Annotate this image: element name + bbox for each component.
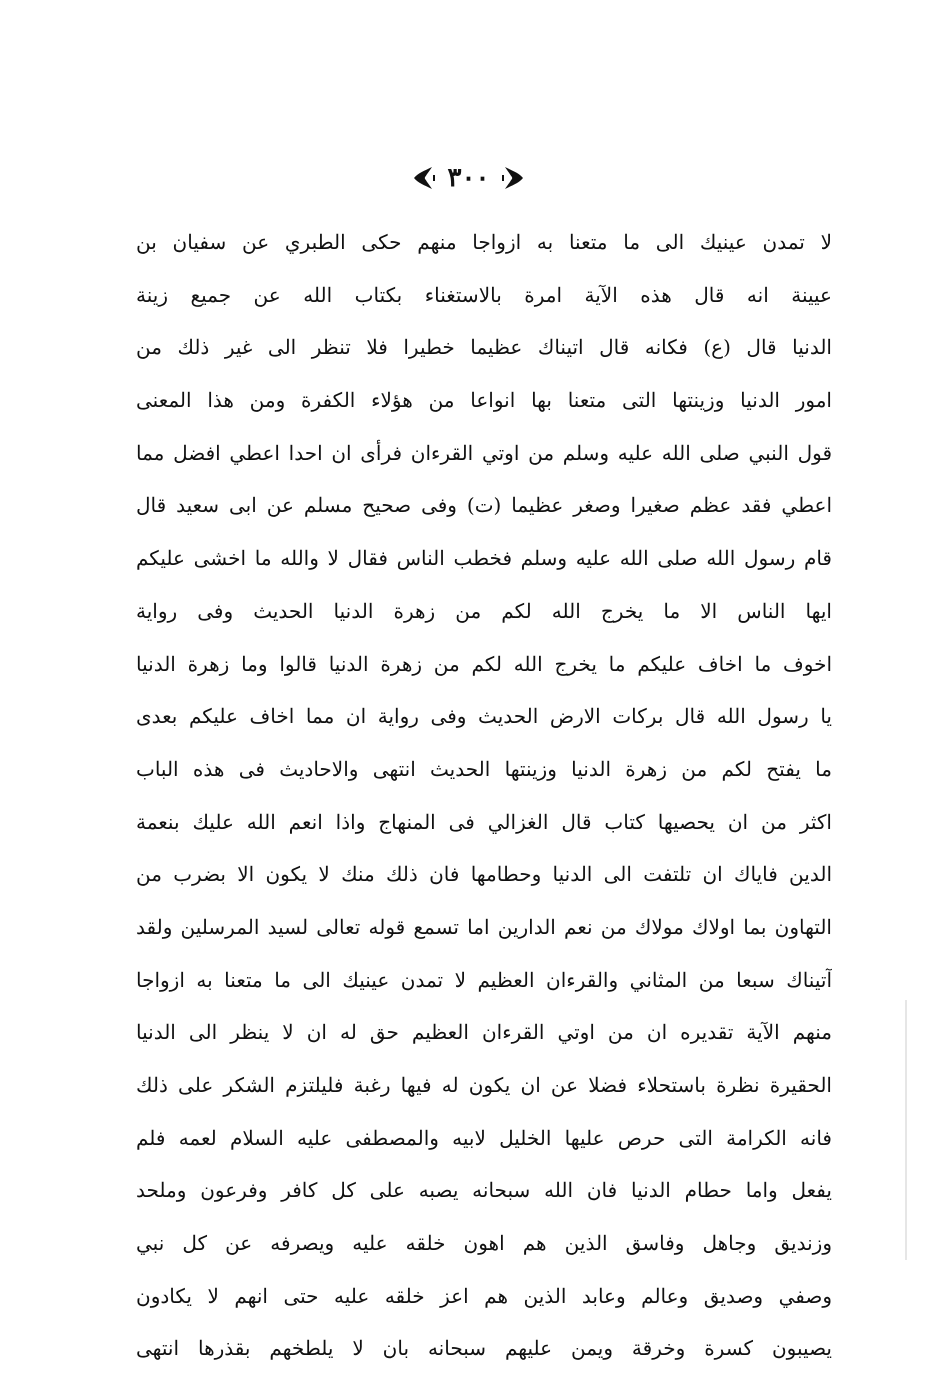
page-edge-shadow xyxy=(905,1000,907,1260)
text-line: التهاون بما اولاك مولاك من نعم الدارين اما تسمع قوله تعالى لسيد المرسلين ولقد xyxy=(136,914,832,939)
text-line: يفعل واما حطام الدنيا فان الله سبحانه يصبه على كل كافر وفرعون وملحد xyxy=(136,1178,832,1203)
text-line: اعطي فقد عظم صغيرا وصغر عظيما (ت) وفى صحيح مسلم عن ابى سعيد قال xyxy=(136,493,832,518)
text-line: اخوف ما اخاف عليكم ما يخرج الله لكم من زهرة الدنيا قالوا وما زهرة الدنيا xyxy=(136,651,832,676)
text-line: وصفي وصديق وعالم وعابد الذين هم اعز خلقه عليه حتى انهم لا يكادون xyxy=(136,1283,832,1308)
page-number: ٣٠٠ xyxy=(447,163,490,193)
text-line: عيينة انه قال هذه الآية امرة بالاستغناء بكتاب الله عن جميع زينة xyxy=(136,282,832,307)
ornament-icon xyxy=(410,163,436,193)
text-line: فانه الكرامة التى حرص عليها الخليل لابيه والمصطفى عليه السلام لعمه فلم xyxy=(136,1125,832,1150)
page-header xyxy=(0,150,937,206)
text-line: الدنيا قال (ع) فكانه قال اتيناك عظيما خطيرا فلا تنظر الى غير ذلك من xyxy=(136,335,832,360)
ornament-icon xyxy=(501,163,527,193)
text-line: اكثر من ان يحصيها كتاب قال الغزالي فى المنهاج واذا انعم الله عليك بنعمة xyxy=(136,809,832,834)
text-line: وزنديق وجاهل وفاسق الذين هم اهون خلقه عليه ويصرفه عن كل نبي xyxy=(136,1231,832,1256)
text-line: آتيناك سبعا من المثاني والقرءان العظيم لا تمدن عينيك الى ما متعنا به ازواجا xyxy=(136,967,832,992)
text-line: يا رسول الله قال بركات الارض الحديث وفى رواية ان مما اخاف عليكم بعدى xyxy=(136,704,832,729)
body-text xyxy=(136,216,832,1375)
text-line: يصيبون كسرة وخرقة ويمن عليهم سبحانه بان لا يلطخهم بقذرها انتهى xyxy=(136,1336,832,1361)
text-line: ايها الناس الا ما يخرج الله لكم من زهرة الدنيا الحديث وفى رواية xyxy=(136,598,832,623)
text-line: قول النبي صلى الله عليه وسلم من اوتي القرءان فرأى ان احدا اعطي افضل مما xyxy=(136,440,832,465)
text-line: ما يفتح لكم من زهرة الدنيا وزينتها الحديث انتهى والاحاديث فى هذه الباب xyxy=(136,756,832,781)
text-line: قام رسول الله صلى الله عليه وسلم فخطب الناس فقال لا والله ما اخشى عليكم xyxy=(136,546,832,571)
text-line: لا تمدن عينيك الى ما متعنا به ازواجا منهم حكى الطبري عن سفيان بن xyxy=(136,230,832,254)
text-line: امور الدنيا وزينتها التى متعنا بها انواعا من هؤلاء الكفرة ومن هذا المعنى xyxy=(136,388,832,413)
text-line: الحقيرة نظرة باستحلاء فضلا عن ان يكون له فيها رغبة فليلتزم الشكر على ذلك xyxy=(136,1073,832,1097)
text-line: منهم الآية تقديره ان من اوتي القرءان العظيم حق له ان لا ينظر الى الدنيا xyxy=(136,1020,832,1045)
text-line: الدين فاياك ان تلتفت الى الدنيا وحطامها فان ذلك منك لا يكون الا بضرب من xyxy=(136,862,832,887)
